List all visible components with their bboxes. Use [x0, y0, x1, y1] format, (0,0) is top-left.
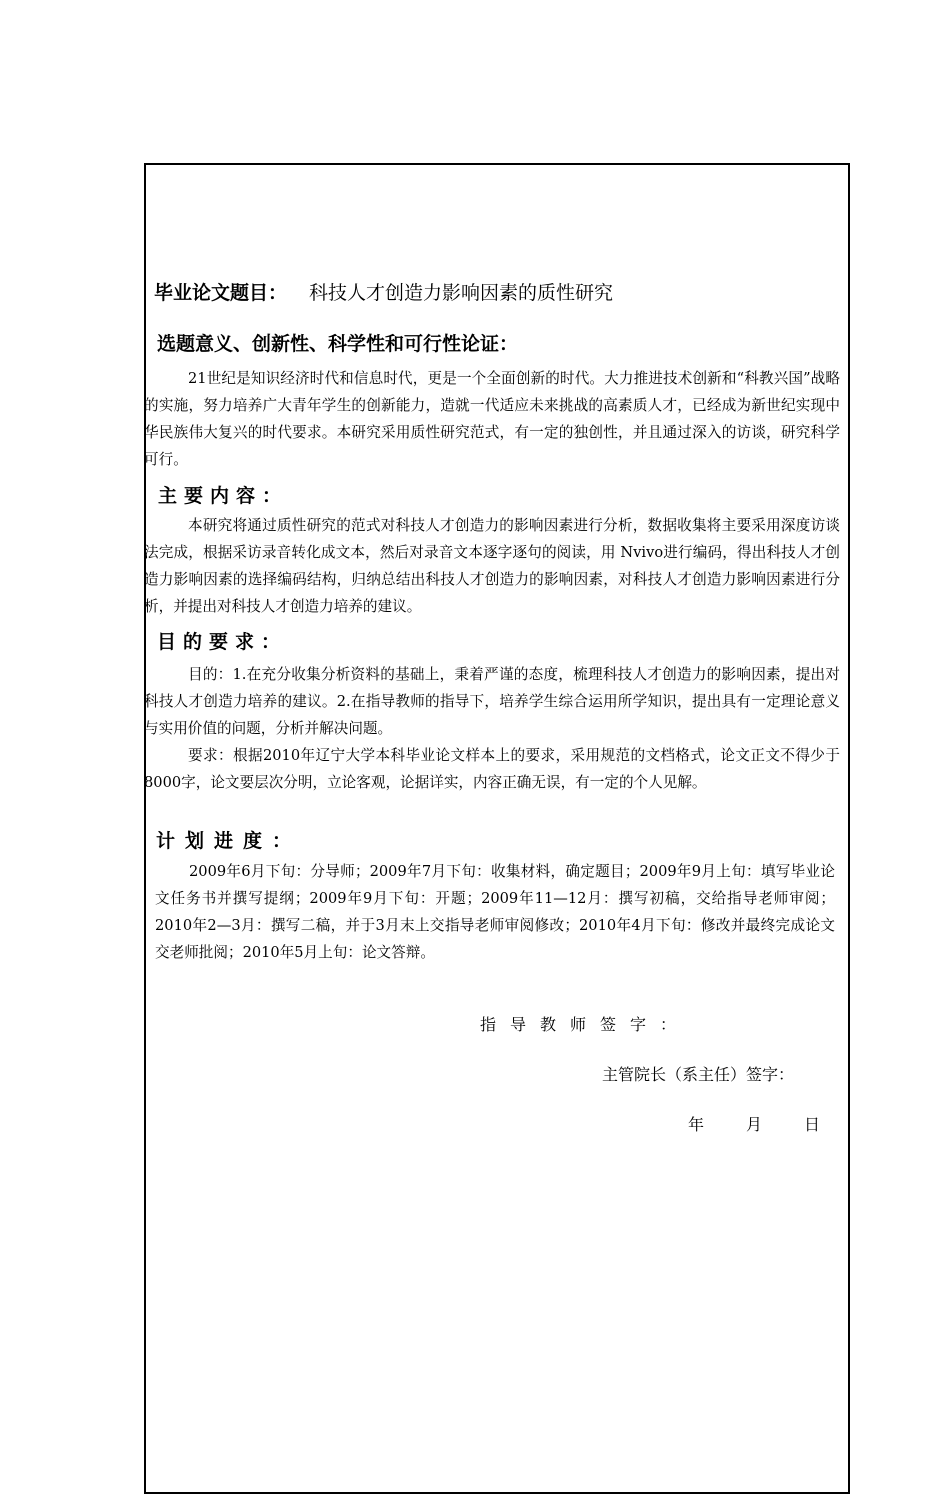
advisor-signature-label: 指导教师签字： [480, 1015, 691, 1034]
thesis-title-label: 毕业论文题目： [154, 282, 288, 304]
date-year-label: 年 [688, 1115, 705, 1134]
schedule-paragraph: 2009年6月下旬：分导师；2009年7月下旬：收集材料，确定题目；2009年9月上旬：填写毕业论文任务书并撰写提纲；2009年9月下旬：开题；2009年11—12月：撰写初稿，交给指导老师审阅；2010年2—3月：撰写二稿，并于3月末上交指导老师审阅修改；2010年4月下旬：修改并最终完成论文交老师批阅；2010年5月上旬：论文答辩。 [155, 863, 835, 961]
significance-heading: 选题意义、创新性、科学性和可行性论证： [157, 333, 519, 355]
dean-signature-label: 主管院长（系主任）签字： [602, 1065, 795, 1084]
thesis-title: 科技人才创造力影响因素的质性研究 [309, 282, 614, 304]
schedule-body [155, 858, 835, 966]
date-day-label: 日 [804, 1115, 821, 1134]
significance-body: 21世纪是知识经济时代和信息时代，更是一个全面创新的时代。大力推进技术创新和“科教兴国”战略的实施，努力培养广大青年学生的创新能力，造就一代适应未来挑战的高素质人才，已经成为新世纪实现中华民族伟大复兴的时代要求。本研究采用质性研究范式，有一定的独创性，并且通过深入的访谈，研究科学可行。 [144, 370, 840, 468]
purpose-paragraph: 目的：1.在充分收集分析资料的基础上，秉着严谨的态度，梳理科技人才创造力的影响因素，提出对科技人才创造力培养的建议。2.在指导教师的指导下，培养学生综合运用所学知识，提出具有一定理论意义与实用价值的问题，分析并解决问题。 [144, 666, 840, 737]
schedule-heading: 计划进度： [156, 830, 302, 852]
goals-heading: 目的要求： [157, 631, 288, 653]
signature-date [688, 1112, 820, 1135]
content-body: 本研究将通过质性研究的范式对科技人才创造力的影响因素进行分析，数据收集将主要采用深度访谈法完成，根据采访录音转化成文本，然后对录音文本逐字逐句的阅读，用 Nvivo进行编码，得出科技人才创造力影响因素的选择编码结构，归纳总结出科技人才创造力的影响因素，对科技人才创造力影响因素进行分析，并提出对科技人才创造力培养的建议。 [144, 517, 840, 615]
date-month-label: 月 [746, 1115, 763, 1134]
content-heading: 主要内容： [158, 485, 289, 507]
goals-body [144, 661, 840, 796]
requirement-paragraph: 要求：根据2010年辽宁大学本科毕业论文样本上的要求，采用规范的文档格式，论文正文不得少于8000字，论文要层次分明，立论客观，论据详实，内容正确无误，有一定的个人见解。 [144, 747, 840, 791]
thesis-title-row [154, 278, 613, 305]
